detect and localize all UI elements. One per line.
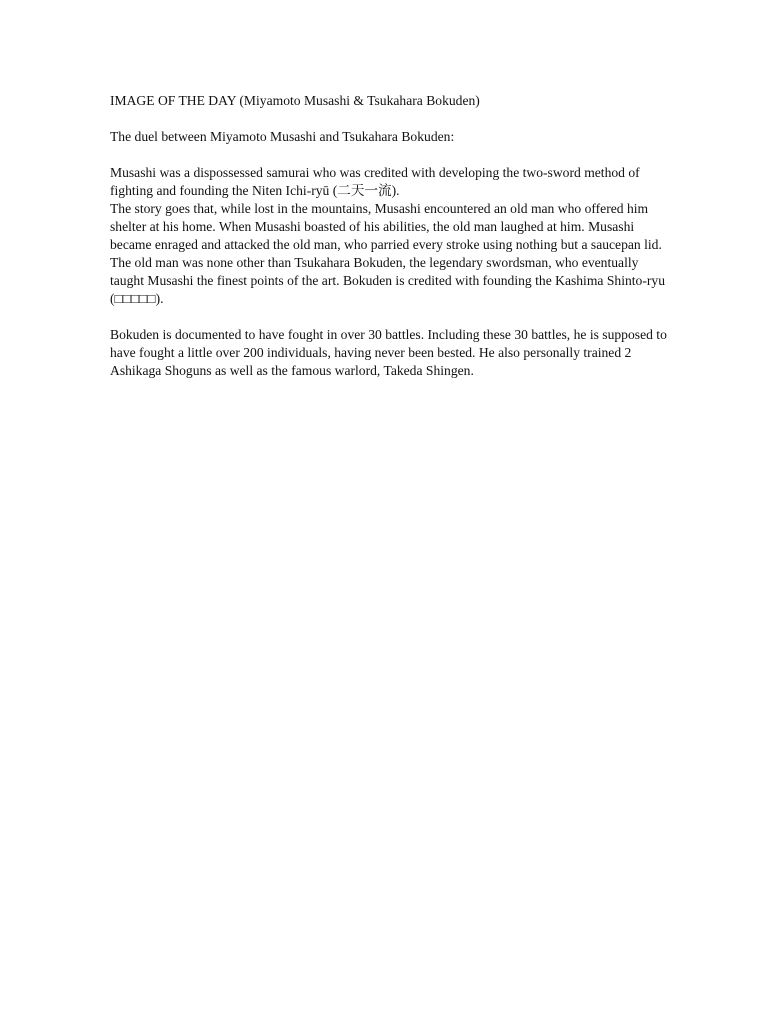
intro-line: The duel between Miyamoto Musashi and Tsukahara Bokuden: bbox=[110, 129, 455, 144]
paragraph-story: The story goes that, while lost in the mountains, Musashi encountered an old man who offered him shelter at his home. When Musashi boasted of his abilities, the old man laughed at him. Musashi became enraged and attacked the old man, who parried every stroke using nothing but a saucepan lid. bbox=[110, 201, 662, 252]
document-title: IMAGE OF THE DAY (Miyamoto Musashi & Tsukahara Bokuden) bbox=[110, 93, 480, 108]
document-body bbox=[110, 92, 670, 380]
paragraph-bokuden: The old man was none other than Tsukahara Bokuden, the legendary swordsman, who eventually taught Musashi the finest points of the art. Bokuden is credited with founding the Kashima Shinto-ryu (□□□□□). bbox=[110, 255, 665, 306]
paragraph-battles: Bokuden is documented to have fought in over 30 battles. Including these 30 battles, he is supposed to have fought a little over 200 individuals, having never been bested. He also personally trained 2 Ashikaga Shoguns as well as the famous warlord, Takeda Shingen. bbox=[110, 327, 667, 378]
spacer bbox=[110, 146, 670, 164]
spacer bbox=[110, 110, 670, 128]
paragraph-musashi: Musashi was a dispossessed samurai who was credited with developing the two-sword method of fighting and founding the Niten Ichi-ryū (二天一流). bbox=[110, 165, 640, 198]
spacer bbox=[110, 308, 670, 326]
